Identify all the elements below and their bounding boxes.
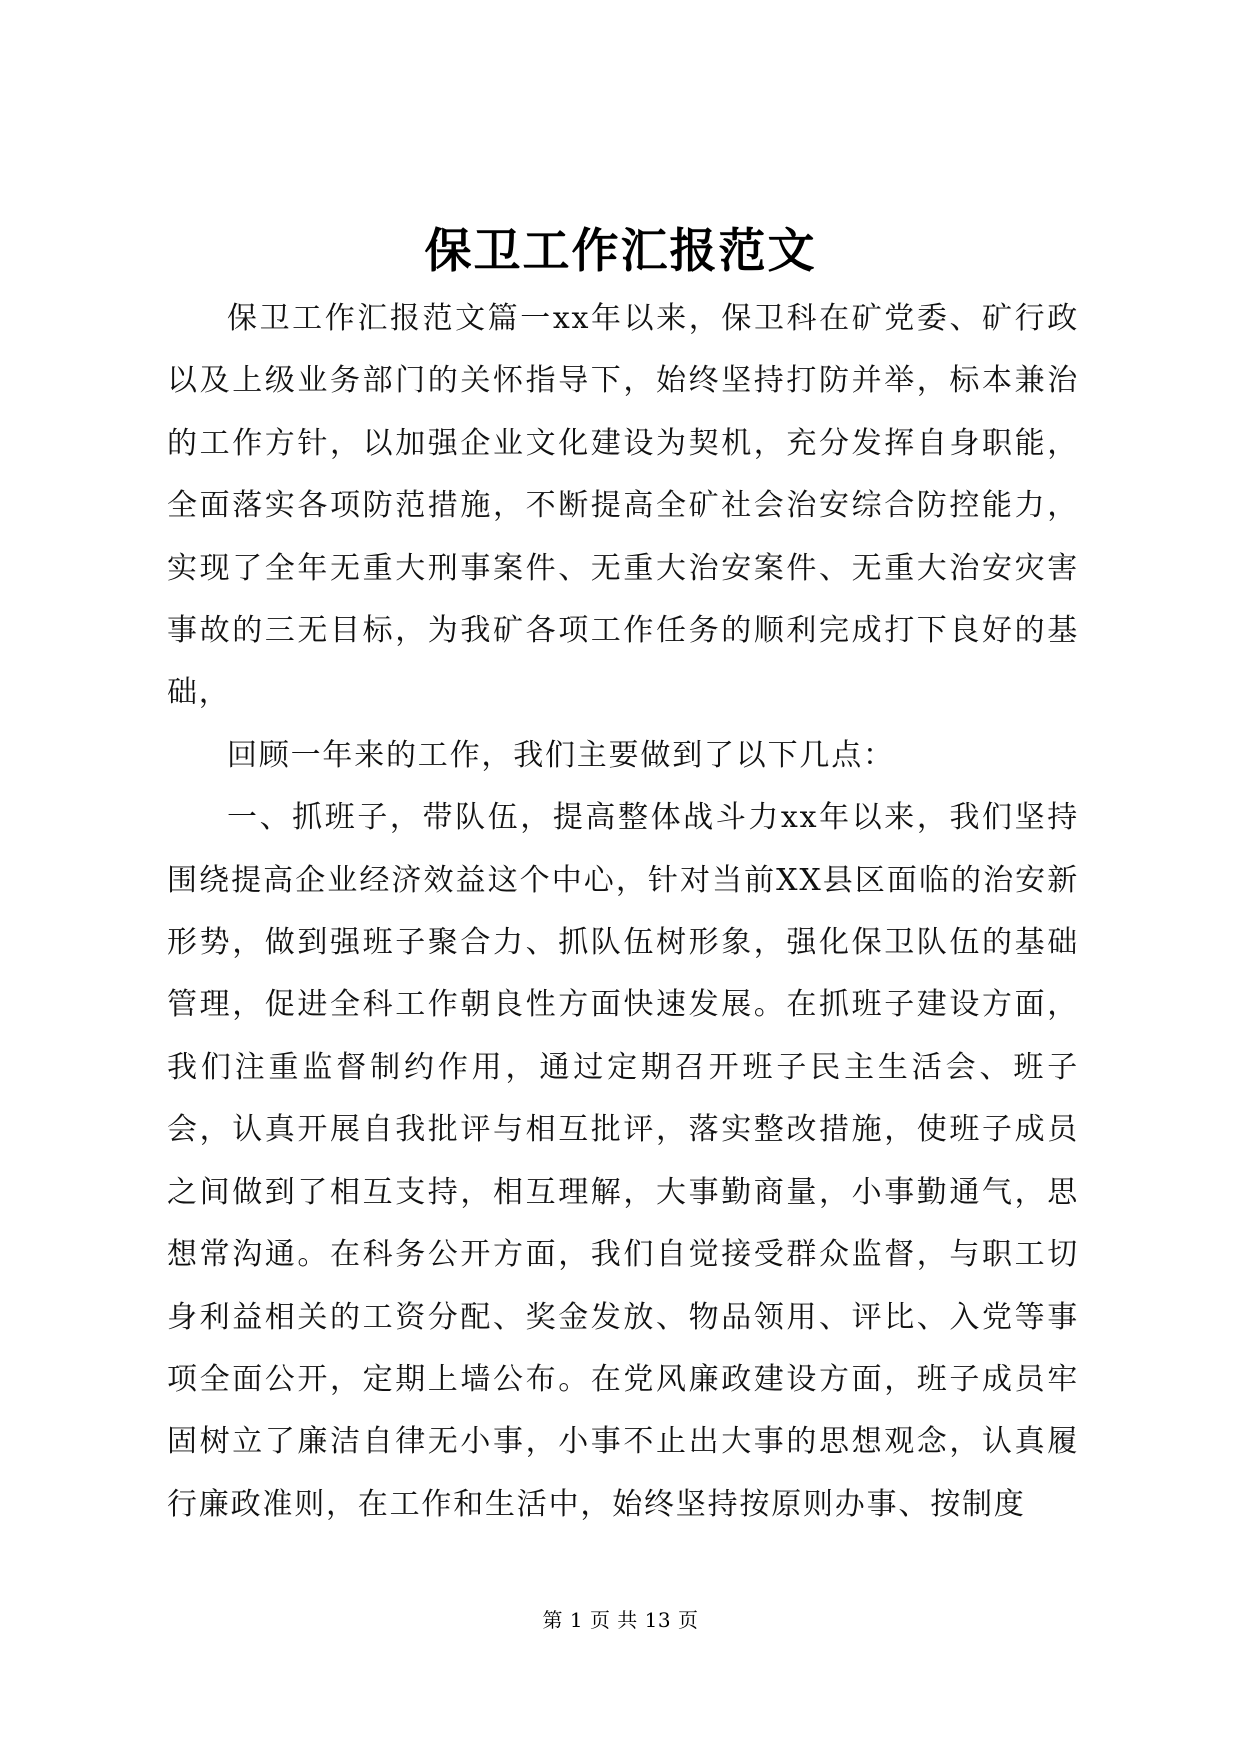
document-title: 保卫工作汇报范文 [424,224,817,279]
page-footer: 第 1 页 共 13 页 [542,1608,699,1632]
paragraph-intro: 保卫工作汇报范文篇一xx年以来，保卫科在矿党委、矿行政以及上级业务部门的关怀指导下，始终坚持打防并举，标本兼治的工作方针，以加强企业文化建设为契机，充分发挥自身职能，全面落实各项防范措施，不断提高全矿社会治安综合防控能力，实现了全年无重大刑事案件、无重大治安案件、无重大治安灾害事故的三无目标，为我矿各项工作任务的顺利完成打下良好的基础， [167,301,1079,711]
document-body [167,288,1079,1536]
paragraph-review: 回顾一年来的工作，我们主要做到了以下几点： [227,737,895,773]
paragraph-section-one: 一、抓班子，带队伍，提高整体战斗力xx年以来，我们坚持围绕提高企业经济效益这个中心，针对当前XX县区面临的治安新形势，做到强班子聚合力、抓队伍树形象，强化保卫队伍的基础管理，促进全科工作朝良性方面快速发展。在抓班子建设方面，我们注重监督制约作用，通过定期召开班子民主生活会、班子会，认真开展自我批评与相互批评，落实整改措施，使班子成员之间做到了相互支持，相互理解，大事勤商量，小事勤通气，思想常沟通。在科务公开方面，我们自觉接受群众监督，与职工切身利益相关的工资分配、奖金发放、物品领用、评比、入党等事项全面公开，定期上墙公布。在党风廉政建设方面，班子成员牢固树立了廉洁自律无小事，小事不止出大事的思想观念，认真履行廉政准则，在工作和生活中，始终坚持按原则办事、按制度 [167,800,1079,1522]
